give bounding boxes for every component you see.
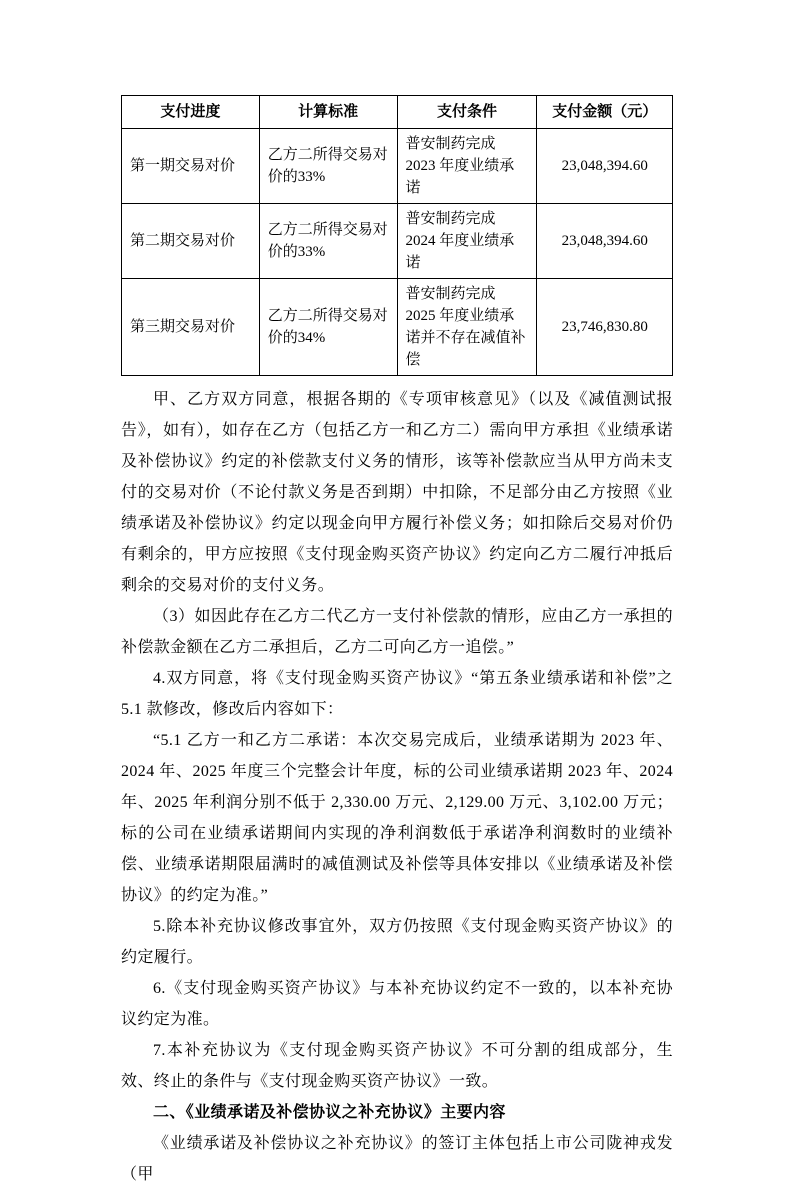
cell-amount: 23,746,830.80 — [537, 279, 673, 376]
col-header-calculation-standard: 计算标准 — [259, 96, 397, 129]
section-heading-agreement-content: 二、《业绩承诺及补偿协议之补充协议》主要内容 — [153, 1104, 506, 1121]
table-header-row — [122, 96, 673, 129]
para-item-6-priority: 6.《支付现金购买资产协议》与本补充协议约定不一致的，以本补充协议约定为准。 — [121, 980, 673, 1028]
cell-condition: 普安制药完成 2023 年度业绩承诺 — [397, 129, 537, 204]
para-signing-parties: 《业绩承诺及补偿协议之补充协议》的签订主体包括上市公司陇神戎发（甲 — [121, 1135, 673, 1183]
cell-stage: 第二期交易对价 — [122, 204, 260, 279]
col-header-payment-condition: 支付条件 — [397, 96, 537, 129]
table-row-period-2 — [122, 204, 673, 279]
cell-amount: 23,048,394.60 — [537, 204, 673, 279]
cell-standard: 乙方二所得交易对价的33% — [259, 204, 397, 279]
cell-stage: 第一期交易对价 — [122, 129, 260, 204]
cell-stage: 第三期交易对价 — [122, 279, 260, 376]
para-item-7-integral-part: 7.本补充协议为《支付现金购买资产协议》不可分割的组成部分，生效、终止的条件与《支付现金购买资产协议》一致。 — [121, 1042, 673, 1090]
cell-amount: 23,048,394.60 — [537, 129, 673, 204]
cell-standard: 乙方二所得交易对价的33% — [259, 129, 397, 204]
table-row-period-3 — [122, 279, 673, 376]
para-compensation-deduction: 甲、乙方双方同意，根据各期的《专项审核意见》（以及《减值测试报告》，如有），如存在乙方（包括乙方一和乙方二）需向甲方承担《业绩承诺及补偿协议》约定的补偿款支付义务的情形，该等补偿款应当从甲方尚未支付的交易对价（不论付款义务是否到期）中扣除，不足部分由乙方按照《业绩承诺及补偿协议》约定以现金向甲方履行补偿义务；如扣除后交易对价仍有剩余的，甲方应按照《支付现金购买资产协议》约定向乙方二履行冲抵后剩余的交易对价的支付义务。 — [121, 391, 673, 594]
col-header-payment-progress: 支付进度 — [122, 96, 260, 129]
cell-standard: 乙方二所得交易对价的34% — [259, 279, 397, 376]
para-clause-5-1-commitment: “5.1 乙方一和乙方二承诺：本次交易完成后，业绩承诺期为 2023 年、2024 年、2025 年度三个完整会计年度，标的公司业绩承诺期 2023 年、2024 年、2025 年利润分别不低于 2,330.00 万元、2,129.00 万元、3,102.00 万元；标的公司在业绩承诺期间内实现的净利润数低于承诺净利润数时的业绩补偿、业绩承诺期限届满时的减值测试及补偿等具体安排以《业绩承诺及补偿协议》的约定为准。” — [121, 732, 673, 904]
page-content — [121, 95, 673, 1190]
col-header-payment-amount: 支付金额（元） — [537, 96, 673, 129]
table-row-period-1 — [122, 129, 673, 204]
payment-schedule-table — [121, 95, 673, 376]
para-item-5-performance: 5.除本补充协议修改事宜外，双方仍按照《支付现金购买资产协议》的约定履行。 — [121, 918, 673, 966]
cell-condition: 普安制药完成 2025 年度业绩承诺并不存在减值补偿 — [397, 279, 537, 376]
cell-condition: 普安制药完成 2024 年度业绩承诺 — [397, 204, 537, 279]
para-item-4-amendment: 4.双方同意，将《支付现金购买资产协议》“第五条业绩承诺和补偿”之 5.1 款修改，修改后内容如下： — [121, 670, 673, 718]
para-item-3-recourse: （3）如因此存在乙方二代乙方一支付补偿款的情形，应由乙方一承担的补偿款金额在乙方二承担后，乙方二可向乙方一追偿。” — [121, 608, 673, 656]
